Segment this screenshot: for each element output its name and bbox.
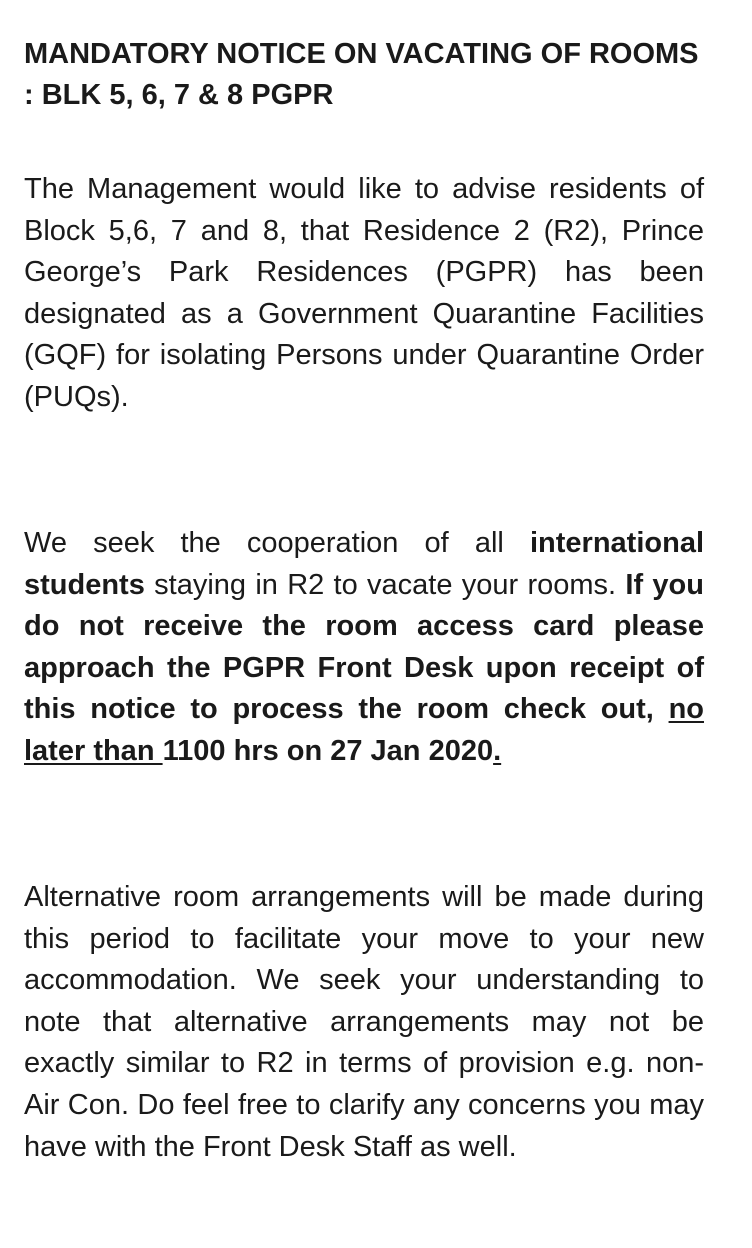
vacate-text-1: We seek the cooperation of all [24,527,530,559]
vacate-deadline-period: . [493,734,502,767]
notice-title: MANDATORY NOTICE ON VACATING OF ROOMS : BLK 5, 6, 7 & 8 PGPR [24,38,699,111]
vacate-text-international-students: international students [24,527,704,601]
vacate-deadline-date: 1100 hrs on 27 Jan 2020 [162,734,494,767]
paragraph-designation: The Management would like to advise residents of Block 5,6, 7 and 8, that Residence 2 (R2), Prince George’s Park Residences (PGPR) has been designated as a Government Quarantine Facilities (GQF) for isolating Persons under Quarantine Order (PUQs). [24,173,704,413]
vacate-text-2: staying in R2 to vacate your rooms. [144,568,626,601]
vacate-instruction-bold: If you do not receive the room access card please approach the PGPR Front Desk upon receipt of this notice to process the room check out, [24,568,704,726]
paragraph-vacate-request [24,523,704,773]
paragraph-alternative-arrangements: Alternative room arrangements will be made during this period to facilitate your move to your new accommodation. We seek your understanding to note that alternative arrangements may not be exactly similar to R2 in terms of provision e.g. non-Air Con. Do feel free to clarify any concerns you may have with the Front Desk Staff as well. [24,881,704,1163]
vacate-deadline-underlined: no later than [24,693,704,767]
